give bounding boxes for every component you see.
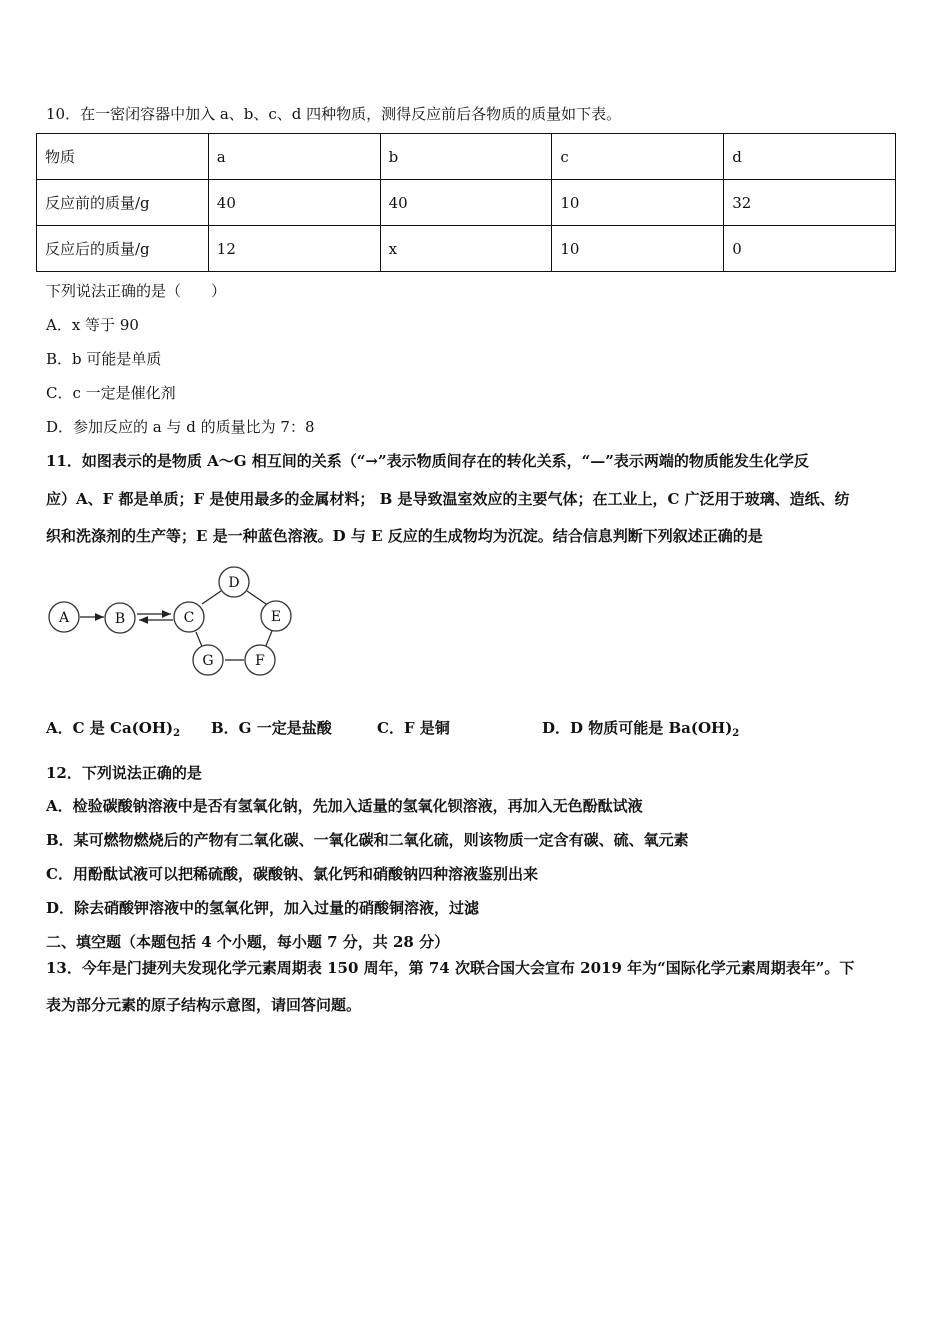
svg-text:A: A xyxy=(58,610,70,626)
table-cell: a xyxy=(208,134,380,180)
edge-e-f xyxy=(265,631,272,648)
table-cell: 0 xyxy=(724,226,896,272)
q12-option-a: A．检验碳酸钠溶液中是否有氢氧化钠，先加入适量的氢氧化钡溶液，再加入无色酚酞试液 xyxy=(46,797,643,815)
svg-text:E: E xyxy=(270,609,282,625)
q11-options xyxy=(46,717,916,739)
q12-option-b: B．某可燃物燃烧后的产物有二氧化碳、一氧化碳和二氧化硫，则该物质一定含有碳、硫、氧元素 xyxy=(46,831,689,849)
section-title: 二、填空题（本题包括 4 个小题，每小题 7 分，共 28 分） xyxy=(46,933,450,951)
node-b xyxy=(105,603,135,633)
svg-text:B: B xyxy=(114,611,126,627)
node-e xyxy=(261,601,291,631)
relation-diagram xyxy=(40,562,310,687)
q10-option-c: C．c 一定是催化剂 xyxy=(46,384,176,402)
edge-d-e xyxy=(247,591,266,604)
table-cell: 40 xyxy=(380,180,552,226)
q11-option-a: A．C 是 $Ca(OH)_2$ xyxy=(46,719,181,739)
table-row xyxy=(37,180,896,226)
node-d xyxy=(219,567,249,597)
table-cell: b xyxy=(380,134,552,180)
table-cell: 反应前的质量/g xyxy=(37,180,209,226)
table-cell: 物质 xyxy=(37,134,209,180)
q10-option-b: B．b 可能是单质 xyxy=(46,350,162,368)
svg-text:F: F xyxy=(255,653,265,669)
node-a xyxy=(49,602,79,632)
svg-text:C: C xyxy=(183,610,195,626)
table-cell: 40 xyxy=(208,180,380,226)
node-f xyxy=(245,645,275,675)
table-cell: x xyxy=(380,226,552,272)
q11-stem-line-3: 织和洗涤剂的生产等；E 是一种蓝色溶液。D 与 E 反应的生成物均为沉淀。结合信息判断下列叙述正确的是 xyxy=(46,527,763,545)
table-cell: 10 xyxy=(552,180,724,226)
q10-stem: 10．在一密闭容器中加入 a、b、c、d 四种物质，测得反应前后各物质的质量如下表。 xyxy=(46,105,622,123)
q11-stem-line-1: 11．如图表示的是物质 A～G 相互间的关系（“→”表示物质间存在的转化关系，“—”表示两端的物质能发生化学反 xyxy=(46,452,809,470)
node-c xyxy=(174,602,204,632)
table-cell: 反应后的质量/g xyxy=(37,226,209,272)
q11-stem-line-2: 应）A、F 都是单质；F 是使用最多的金属材料； B 是导致温室效应的主要气体；在工业上，C 广泛用于玻璃、造纸、纺 xyxy=(46,490,850,508)
q10-option-d: D．参加反应的 a 与 d 的质量比为 7：8 xyxy=(46,418,315,436)
q12-stem: 12．下列说法正确的是 xyxy=(46,764,202,782)
q12-option-c: C．用酚酞试液可以把稀硫酸，碳酸钠、氯化钙和硝酸钠四种溶液鉴别出来 xyxy=(46,865,538,883)
table-cell: 32 xyxy=(724,180,896,226)
mass-table xyxy=(36,133,896,272)
q10-prompt: 下列说法正确的是（ ） xyxy=(46,282,227,300)
svg-text:G: G xyxy=(202,653,214,669)
q13-stem-line-2: 表为部分元素的原子结构示意图，请回答问题。 xyxy=(46,996,362,1014)
node-g xyxy=(193,645,223,675)
table-header-row xyxy=(37,134,896,180)
table-cell: 10 xyxy=(552,226,724,272)
q11-option-b: B．G 一定是盐酸 xyxy=(211,719,332,737)
q11-option-c: C．F 是铜 xyxy=(377,719,450,737)
q11-option-d: D．D 物质可能是 $Ba(OH)_2$ xyxy=(542,719,740,739)
q12-option-d: D．除去硝酸钾溶液中的氢氧化钾，加入过量的硝酸铜溶液，过滤 xyxy=(46,899,480,917)
q13-stem-line-1: 13．今年是门捷列夫发现化学元素周期表 150 周年，第 74 次联合国大会宣布 2019 年为“国际化学元素周期表年”。下 xyxy=(46,959,855,977)
svg-text:D: D xyxy=(228,575,240,591)
table-cell: 12 xyxy=(208,226,380,272)
table-cell: c xyxy=(552,134,724,180)
edge-c-d xyxy=(202,591,221,604)
q10-option-a: A．x 等于 90 xyxy=(46,316,139,334)
table-row xyxy=(37,226,896,272)
table-cell: d xyxy=(724,134,896,180)
